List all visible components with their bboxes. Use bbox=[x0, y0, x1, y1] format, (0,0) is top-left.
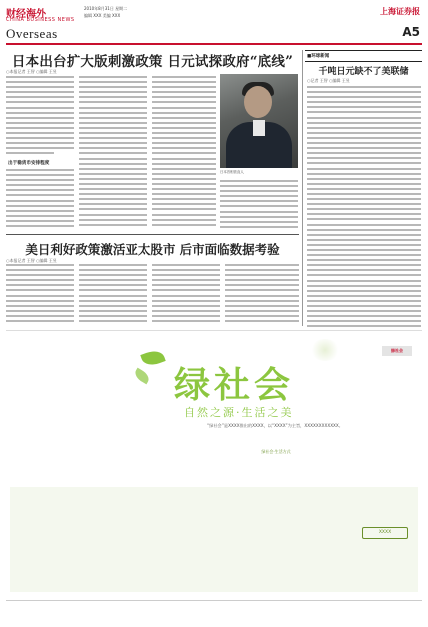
sidebar-body bbox=[307, 86, 421, 331]
page-number: A5 bbox=[402, 25, 420, 39]
article1-subhead: 出于稳货币安排程度 bbox=[8, 161, 50, 166]
editor-line: 编辑 XXX 美编 XXX bbox=[84, 13, 121, 18]
sidebar-divider bbox=[302, 50, 303, 326]
sidebar-byline: ○记者 王智 ○编辑 王昱 bbox=[307, 78, 350, 83]
ad-note: 绿社会·生活方式 bbox=[261, 449, 291, 454]
issue-date: 2010年8月31日 星期二 bbox=[84, 6, 128, 11]
sidebar-label: ■环球新闻 bbox=[307, 54, 330, 59]
section-name: Overseas bbox=[6, 26, 58, 41]
ad-partner-logo: 绿社会 bbox=[382, 346, 412, 356]
brand-name: 上海证券报 bbox=[380, 6, 420, 16]
article1-column-4 bbox=[220, 180, 298, 231]
ad-body-text: “绿社会”是XXXX推出的XXXX，以“XXXX”为主旨，XXXXXXXXXXXX。 bbox=[207, 423, 343, 428]
article1-column-2 bbox=[79, 76, 147, 229]
newspaper-logo: 财经海外 bbox=[6, 9, 46, 20]
leaf-icon-small bbox=[133, 368, 152, 385]
sun-icon bbox=[310, 339, 340, 361]
ad-slogan: 自然之源·生活之美 bbox=[184, 406, 294, 419]
article2-title: 美日利好政策激活亚太股市 后市面临数据考验 bbox=[25, 242, 280, 257]
article1-photo bbox=[220, 74, 298, 168]
article2-byline: ○本报记者 王智 ○编辑 王昱 bbox=[6, 258, 57, 263]
masthead-rule bbox=[6, 43, 422, 45]
leaf-icon bbox=[140, 348, 165, 369]
logo-subtitle: CHINA BUSINESS NEWS bbox=[6, 17, 75, 23]
sidebar-header bbox=[305, 50, 422, 62]
article2-column-3 bbox=[152, 264, 220, 325]
article1-byline: ○本报记者 王智 ○编辑 王昱 bbox=[6, 69, 57, 74]
article1-column-1 bbox=[6, 76, 74, 158]
ad-badge: XXXX bbox=[362, 527, 408, 539]
article-divider bbox=[6, 234, 299, 235]
ad-headline: 绿社会 bbox=[174, 365, 295, 406]
article1-title: 日本出台扩大版刺激政策 日元试探政府“底线” bbox=[11, 54, 294, 70]
ad-footer-band bbox=[10, 487, 418, 592]
green-society-ad bbox=[6, 330, 422, 593]
article1-column-1b bbox=[6, 169, 74, 230]
article2-column-1 bbox=[6, 264, 74, 325]
article1-photo-caption: 日本首相菅直人 bbox=[220, 170, 244, 174]
article1-column-3 bbox=[152, 76, 216, 229]
article2-column-4 bbox=[225, 264, 299, 325]
masthead bbox=[0, 0, 428, 44]
article2-column-2 bbox=[79, 264, 147, 325]
sidebar-title: 千吨日元缺不了美联储 bbox=[318, 67, 409, 77]
page-footer-rule bbox=[6, 600, 422, 601]
